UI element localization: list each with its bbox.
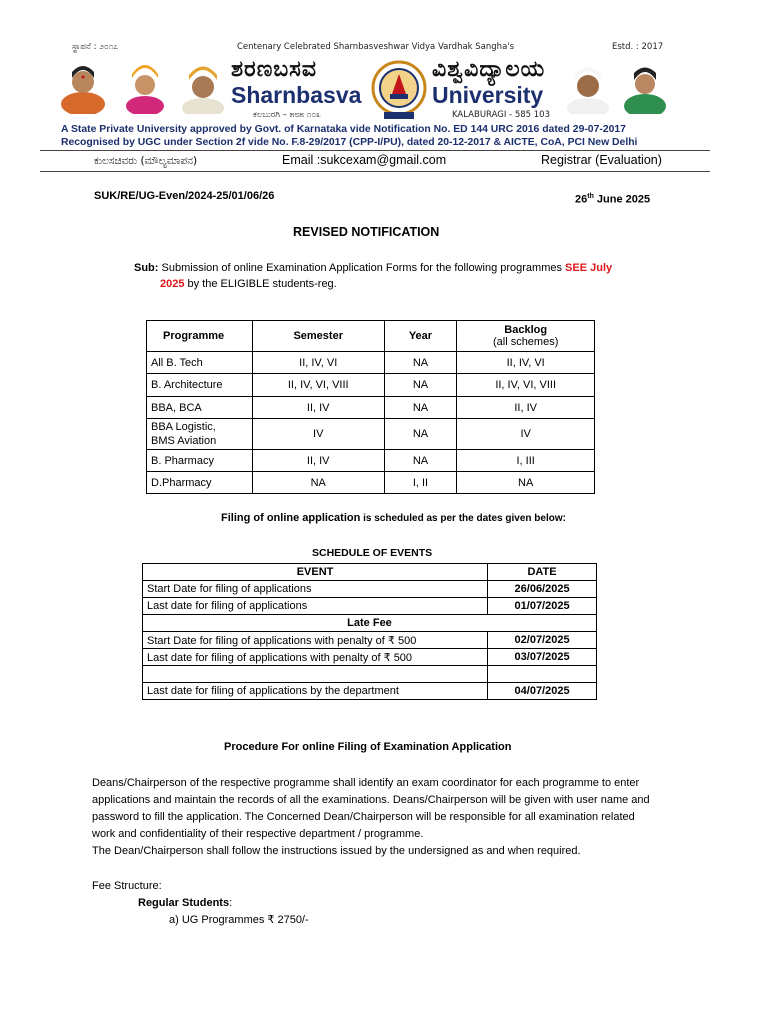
schedule-title: SCHEDULE OF EVENTS bbox=[312, 547, 433, 559]
col-header-year: Year bbox=[384, 321, 457, 352]
cell-event: Start Date for filing of applications bbox=[143, 581, 488, 598]
cell-event: Last date for filing of applications bbox=[143, 598, 488, 615]
procedure-line: Deans/Chairperson of the respective programme shall identify an exam coordinator for each programme to enter bbox=[92, 777, 640, 789]
cell-year: NA bbox=[384, 419, 457, 450]
procedure-line: work and confidentiality of their respective department / programme. bbox=[92, 828, 424, 840]
cell-date: 04/07/2025 bbox=[488, 683, 597, 700]
late-fee-row bbox=[143, 615, 597, 632]
cell-event: Start Date for filing of applications with penalty of ₹ 500 bbox=[143, 632, 488, 649]
cell-empty bbox=[143, 666, 488, 683]
cell-year: NA bbox=[384, 352, 457, 374]
university-name-english-right: University bbox=[432, 82, 544, 108]
cell-programme: B. Architecture bbox=[147, 374, 253, 397]
table-row bbox=[143, 683, 597, 700]
university-emblem-icon bbox=[370, 58, 428, 122]
cell-year: NA bbox=[384, 450, 457, 472]
table-row bbox=[147, 450, 595, 472]
place-kannada: ಕಲಬುರಗಿ – ೫೮೫ ೧೦೩ bbox=[253, 110, 321, 120]
cell-year: I, II bbox=[384, 472, 457, 494]
cell-date: 26/06/2025 bbox=[488, 581, 597, 598]
table-row bbox=[147, 352, 595, 374]
cell-backlog: IV bbox=[457, 419, 595, 450]
fee-item-ug: a) UG Programmes ₹ 2750/- bbox=[169, 914, 309, 926]
letterhead-rule-bottom bbox=[40, 171, 710, 172]
founder-portrait-1 bbox=[60, 58, 106, 114]
place-english: KALABURAGI - 585 103 bbox=[452, 110, 550, 120]
table-row bbox=[143, 581, 597, 598]
cell-programme: B. Pharmacy bbox=[147, 450, 253, 472]
cell-empty bbox=[488, 666, 597, 683]
cell-year: NA bbox=[384, 374, 457, 397]
procedure-line: The Dean/Chairperson shall follow the instructions issued by the undersigned as and when required. bbox=[92, 845, 581, 857]
university-name-kannada-right: ವಿಶ್ವವಿದ್ಯಾಲಯ bbox=[432, 56, 546, 82]
regular-students-label: Regular Students: bbox=[138, 897, 233, 909]
procedure-line: applications and maintain the records of all the examinations. Deans/Chairperson will be given with user name and bbox=[92, 794, 650, 806]
empty-row bbox=[143, 666, 597, 683]
col-header-programme: Programme bbox=[147, 321, 253, 352]
cell-programme: BBA, BCA bbox=[147, 397, 253, 419]
table-row bbox=[143, 649, 597, 666]
table-row bbox=[143, 598, 597, 615]
programme-table bbox=[146, 320, 595, 494]
cell-date: 03/07/2025 bbox=[488, 649, 597, 666]
cell-backlog: I, III bbox=[457, 450, 595, 472]
cell-date: 02/07/2025 bbox=[488, 632, 597, 649]
procedure-paragraph bbox=[92, 775, 712, 860]
cell-event: Last date for filing of applications by the department bbox=[143, 683, 488, 700]
cell-backlog: II, IV bbox=[457, 397, 595, 419]
col-header-semester: Semester bbox=[252, 321, 384, 352]
founder-portrait-2 bbox=[122, 58, 168, 114]
letterhead-rule-top bbox=[40, 150, 710, 151]
founder-portrait-3 bbox=[180, 58, 226, 114]
schedule-table bbox=[142, 563, 597, 700]
col-header-backlog: Backlog (all schemes) bbox=[457, 321, 595, 352]
approval-line-2: Recognised by UGC under Section 2f vide No. F.8-29/2017 (CPP-I/PU), dated 20-12-2017 & AICTE, CoA, PCI New Delhi bbox=[61, 137, 638, 148]
procedure-line: password to fill the application. The Concerned Dean/Chairperson will be responsible for all examination related bbox=[92, 811, 635, 823]
notice-date: 26th June 2025 bbox=[575, 193, 651, 206]
estd-label: Estd. : 2017 bbox=[612, 42, 664, 52]
office-kannada: ಕುಲಸಚಿವರು (ಮೌಲ್ಯಮಾಪನ) bbox=[94, 155, 198, 167]
cell-backlog: II, IV, VI bbox=[457, 352, 595, 374]
university-name-kannada-left: ಶರಣಬಸವ bbox=[231, 56, 317, 82]
cell-semester: II, IV bbox=[252, 450, 384, 472]
cell-semester: IV bbox=[252, 419, 384, 450]
col-header-event: EVENT bbox=[143, 564, 488, 581]
filing-note: Filing of online application is scheduled as per the dates given below: bbox=[221, 512, 566, 524]
programme-table-header bbox=[147, 321, 595, 352]
table-row bbox=[147, 419, 595, 450]
page-title: REVISED NOTIFICATION bbox=[293, 225, 440, 239]
society-name: Centenary Celebrated Sharnbasveshwar Vidya Vardhak Sangha's bbox=[237, 42, 515, 52]
established-kannada: ಸ್ಥಾಪನೆ : ೨೦೧೭ bbox=[72, 42, 119, 52]
approval-line-1: A State Private University approved by Govt. of Karnataka vide Notification No. ED 144 URC 2016 dated 29-07-2017 bbox=[61, 124, 626, 135]
email-address: Email :sukcexam@gmail.com bbox=[282, 153, 447, 167]
office-english: Registrar (Evaluation) bbox=[541, 153, 662, 167]
cell-programme: D.Pharmacy bbox=[147, 472, 253, 494]
table-row bbox=[147, 374, 595, 397]
subject-line-2: 2025 by the ELIGIBLE students-reg. bbox=[160, 278, 337, 290]
cell-semester: II, IV bbox=[252, 397, 384, 419]
table-row bbox=[143, 632, 597, 649]
cell-backlog: II, IV, VI, VIII bbox=[457, 374, 595, 397]
cell-programme: All B. Tech bbox=[147, 352, 253, 374]
cell-event: Last date for filing of applications with penalty of ₹ 500 bbox=[143, 649, 488, 666]
founder-portrait-4 bbox=[565, 58, 611, 114]
cell-date: 01/07/2025 bbox=[488, 598, 597, 615]
procedure-title: Procedure For online Filing of Examination Application bbox=[224, 741, 512, 753]
table-row bbox=[147, 472, 595, 494]
reference-number: SUK/RE/UG-Even/2024-25/01/06/26 bbox=[94, 190, 275, 202]
fee-structure-label: Fee Structure: bbox=[92, 880, 162, 892]
cell-year: NA bbox=[384, 397, 457, 419]
schedule-header-row bbox=[143, 564, 597, 581]
university-name-english-left: Sharnbasva bbox=[231, 82, 362, 108]
cell-programme: BBA Logistic, BMS Aviation bbox=[147, 419, 253, 450]
cell-backlog: NA bbox=[457, 472, 595, 494]
cell-semester: II, IV, VI, VIII bbox=[252, 374, 384, 397]
cell-semester: II, IV, VI bbox=[252, 352, 384, 374]
cell-semester: NA bbox=[252, 472, 384, 494]
table-row bbox=[147, 397, 595, 419]
founder-portrait-5 bbox=[622, 58, 668, 114]
late-fee-label: Late Fee bbox=[143, 615, 597, 632]
subject-line: Sub: Submission of online Examination Application Forms for the following programmes SEE July bbox=[134, 262, 613, 274]
col-header-date: DATE bbox=[488, 564, 597, 581]
